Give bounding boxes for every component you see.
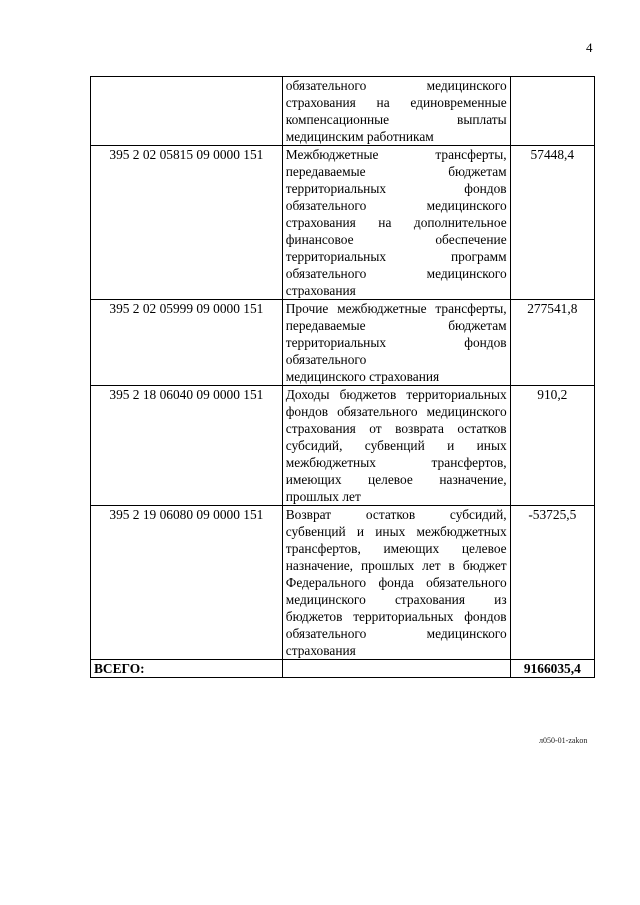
table-row bbox=[91, 506, 595, 660]
total-amount: 9166035,4 bbox=[510, 660, 594, 678]
description-last-line: страхования bbox=[285, 283, 356, 298]
amount-cell bbox=[510, 77, 594, 146]
description-text: Возврат остатков субсидий, субвенций и иных межбюджетных трансфертов, имеющих целевое назначение, прошлых лет в бюджет Федерального фонда обязательного медицинского страхования из бюджетов территориальных фондов обязательного медицинского bbox=[285, 507, 507, 641]
amount-cell: 910,2 bbox=[510, 386, 594, 506]
description-cell bbox=[282, 77, 510, 146]
table-row bbox=[91, 300, 595, 386]
amount-cell: -53725,5 bbox=[510, 506, 594, 660]
budget-code-cell: 395 2 19 06080 09 0000 151 bbox=[91, 506, 283, 660]
document-footer-code: л050-01-zakon bbox=[539, 736, 588, 745]
description-last-line: медицинского страхования bbox=[285, 369, 440, 384]
description-cell bbox=[282, 506, 510, 660]
table-row bbox=[91, 77, 595, 146]
description-last-line: медицинским работникам bbox=[285, 129, 434, 144]
total-empty-cell bbox=[282, 660, 510, 678]
amount-cell: 277541,8 bbox=[510, 300, 594, 386]
description-cell bbox=[282, 300, 510, 386]
description-text: обязательного медицинского страхования на единовременные компенсационные выплаты bbox=[285, 78, 507, 127]
description-cell bbox=[282, 386, 510, 506]
amount-cell: 57448,4 bbox=[510, 146, 594, 300]
total-label: ВСЕГО: bbox=[91, 660, 283, 678]
budget-code-cell: 395 2 02 05999 09 0000 151 bbox=[91, 300, 283, 386]
budget-code-cell: 395 2 02 05815 09 0000 151 bbox=[91, 146, 283, 300]
page-number: 4 bbox=[586, 40, 593, 55]
description-last-line: прошлых лет bbox=[285, 489, 361, 504]
table-row bbox=[91, 146, 595, 300]
budget-revenue-table bbox=[90, 76, 595, 678]
description-text: Доходы бюджетов территориальных фондов обязательного медицинского страхования от возврата остатков субсидий, субвенций и иных межбюджетных трансфертов, имеющих целевое назначение, bbox=[285, 387, 507, 487]
table-row bbox=[91, 386, 595, 506]
description-cell bbox=[282, 146, 510, 300]
budget-code-cell: 395 2 18 06040 09 0000 151 bbox=[91, 386, 283, 506]
description-text: Прочие межбюджетные трансферты, передаваемые бюджетам территориальных фондов обязательного bbox=[285, 301, 507, 367]
description-text: Межбюджетные трансферты, передаваемые бюджетам территориальных фондов обязательного медицинского страхования на дополнительное финансовое обеспечение территориальных программ обязательного медицинского bbox=[285, 147, 507, 281]
budget-code-cell bbox=[91, 77, 283, 146]
total-row bbox=[91, 660, 595, 678]
description-last-line: страхования bbox=[285, 643, 356, 658]
